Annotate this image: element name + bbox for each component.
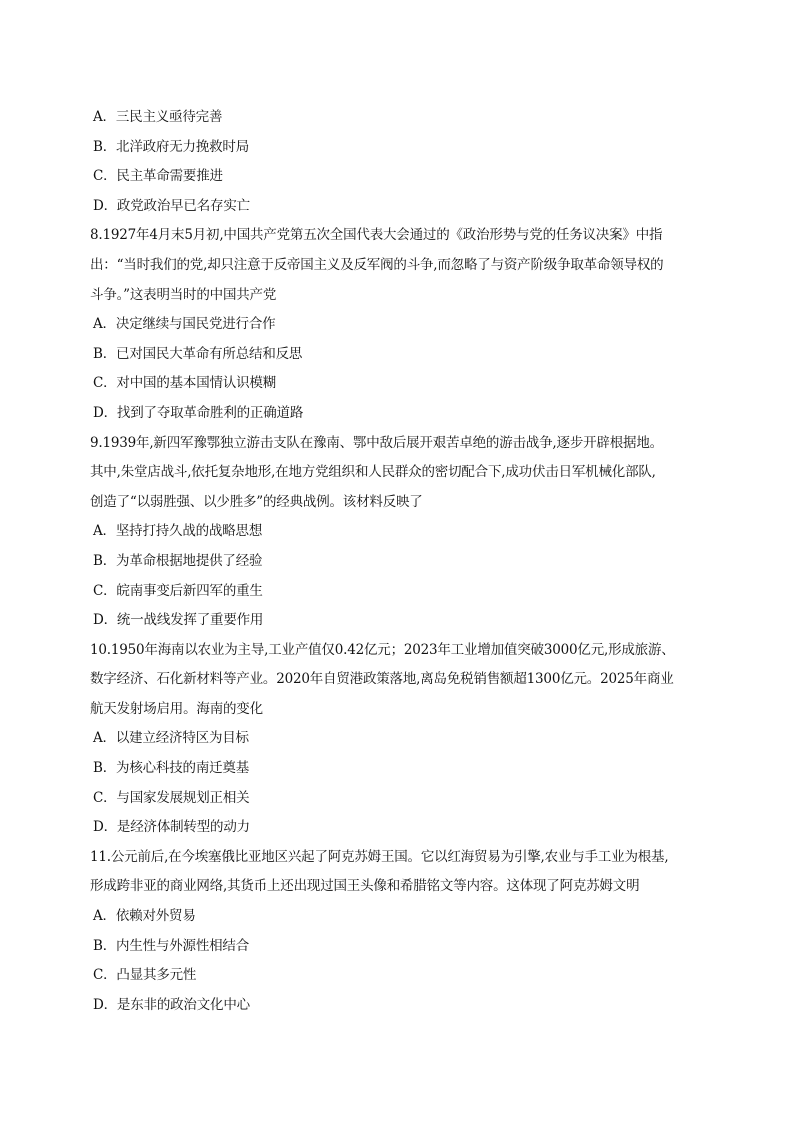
question-8: [90, 221, 702, 428]
question-stem-line: 11.公元前后,在今埃塞俄比亚地区兴起了阿克苏姆王国。它以红海贸易为引擎,农业与手工业为根基,: [90, 848, 669, 865]
question-9: [90, 429, 702, 636]
option-b: B．已对国民大革命有所总结和反思: [93, 345, 303, 362]
option-b: B．北洋政府无力挽救时局: [93, 138, 250, 155]
option-b: B．为革命根据地提供了经验: [93, 552, 263, 569]
option-d: D．是东非的政治文化中心: [93, 996, 250, 1013]
option-a: A．依赖对外贸易: [93, 908, 196, 925]
option-c: C．皖南事变后新四军的重生: [93, 582, 263, 599]
question-stem-line: 航天发射场启用。海南的变化: [90, 700, 263, 717]
option-d: D．是经济体制转型的动力: [93, 819, 250, 836]
question-stem-line: 8.1927年4月末5月初,中国共产党第五次全国代表大会通过的《政治形势与党的任务议决案》中指: [90, 227, 663, 244]
option-c: C．对中国的基本国情认识模糊: [93, 375, 277, 392]
question-stem-line: 其中,朱堂店战斗,依托复杂地形,在地方党组织和人民群众的密切配合下,成功伏击日军机械化部队,: [90, 464, 656, 481]
option-c: C．凸显其多元性: [93, 967, 197, 984]
option-a: A．三民主义亟待完善: [93, 109, 223, 125]
question-10: [90, 636, 702, 843]
option-b: B．为核心科技的南迁奠基: [93, 760, 250, 777]
exam-content: [90, 103, 702, 1020]
option-c: C．民主革命需要推进: [93, 168, 223, 185]
question-stem-line: 9.1939年,新四军豫鄂独立游击支队在豫南、鄂中敌后展开艰苦卓绝的游击战争,逐步开辟根据地。: [90, 434, 663, 451]
option-a: A．以建立经济特区为目标: [93, 730, 249, 747]
option-a: A．坚持打持久战的战略思想: [93, 523, 263, 540]
option-b: B．内生性与外源性相结合: [93, 937, 250, 954]
option-d: D．政党政治早已名存实亡: [93, 197, 250, 214]
option-a: A．决定继续与国民党进行合作: [93, 316, 276, 333]
question-stem-line: 数字经济、石化新材料等产业。2020年自贸港政策落地,离岛免税销售额超1300亿元。2025年商业: [90, 671, 674, 688]
question-stem-line: 10.1950年海南以农业为主导,工业产值仅0.42亿元；2023年工业增加值突破3000亿元,形成旅游、: [90, 641, 675, 658]
option-c: C．与国家发展规划正相关: [93, 789, 250, 806]
option-d: D．找到了夺取革命胜利的正确道路: [93, 404, 304, 421]
question-7-options: [90, 103, 702, 221]
option-d: D．统一战线发挥了重要作用: [93, 612, 264, 629]
question-stem-line: 创造了“以弱胜强、以少胜多”的经典战例。该材料反映了: [90, 493, 423, 510]
question-stem-line: 形成跨非亚的商业网络,其货币上还出现过国王头像和希腊铭文等内容。这体现了阿克苏姆文明: [90, 878, 640, 895]
question-stem-line: 出：“当时我们的党,却只注意于反帝国主义及反军阀的斗争,而忽略了与资产阶级争取革命领导权的: [90, 256, 664, 273]
question-stem-line: 斗争。”这表明当时的中国共产党: [90, 286, 277, 303]
question-11: [90, 843, 702, 1021]
